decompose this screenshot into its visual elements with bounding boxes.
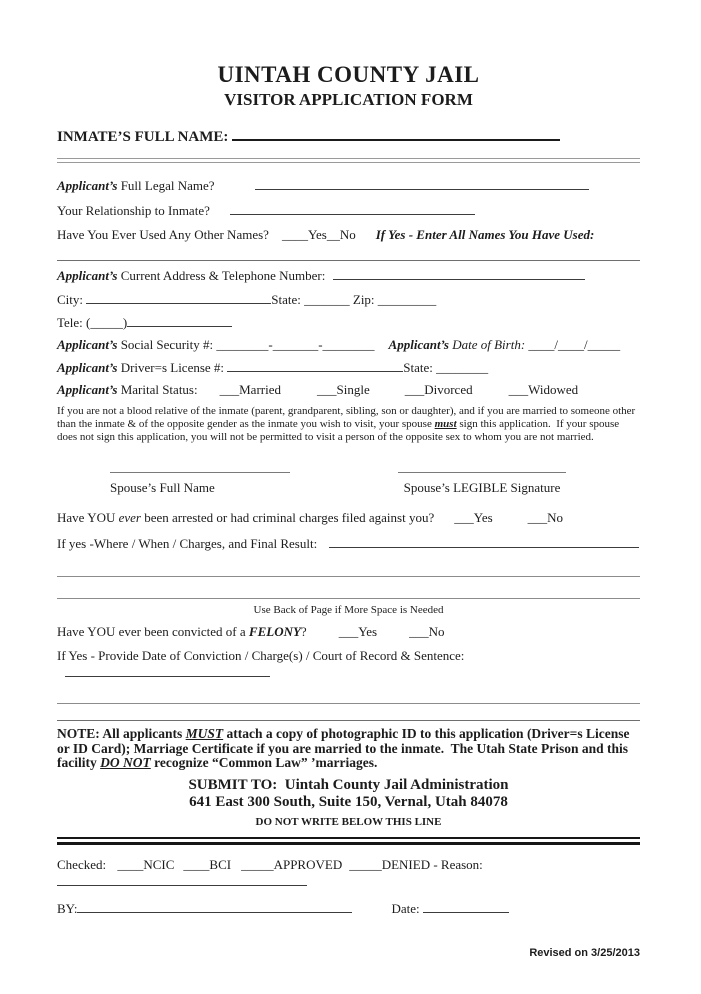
inmate-name-field[interactable] xyxy=(232,127,560,141)
tele-area-code-field[interactable]: (_____) xyxy=(86,315,128,330)
note-must: MUST xyxy=(185,726,224,741)
applicant-possessive: Applicant’s xyxy=(57,360,118,375)
arrest-details-row xyxy=(57,535,640,552)
tele-label: Tele: xyxy=(57,315,87,330)
felony-question-text: Have YOU ever been convicted of a xyxy=(57,624,249,639)
arrest-question-text: been arrested or had criminal charges filed against you? xyxy=(141,510,435,525)
page-subtitle: VISITOR APPLICATION FORM xyxy=(224,90,473,109)
tele-number-field[interactable] xyxy=(127,314,232,327)
city-label: City: xyxy=(57,292,87,307)
blank-writing-line-3[interactable] xyxy=(57,703,640,704)
license-row xyxy=(57,359,640,376)
visitor-application-form xyxy=(0,62,701,994)
felony-question-felony: FELONY xyxy=(248,624,301,639)
denied-reason-field[interactable] xyxy=(57,873,307,886)
felony-question-mark: ? xyxy=(300,624,307,639)
section-divider-2 xyxy=(57,720,640,721)
spouse-full-name-field[interactable] xyxy=(110,460,290,473)
felony-details-row xyxy=(57,648,640,681)
section-divider-1 xyxy=(57,260,640,261)
zip-label: Zip: xyxy=(349,292,378,307)
applicant-possessive: Applicant’s xyxy=(388,337,449,352)
felony-question-row xyxy=(57,624,640,640)
relationship-field[interactable] xyxy=(230,202,475,215)
checked-row xyxy=(57,857,640,890)
other-names-yes-no-field[interactable]: ____Yes__No xyxy=(281,227,356,242)
bci-field[interactable]: ____BCI xyxy=(183,856,232,872)
note-paragraph xyxy=(57,727,640,771)
full-legal-name-row xyxy=(57,177,640,194)
denied-field[interactable]: _____DENIED - Reason: xyxy=(349,856,487,872)
license-label: Driver=s License #: xyxy=(117,360,228,375)
ssn-dob-row xyxy=(57,337,640,353)
address-row xyxy=(57,267,640,284)
license-number-field[interactable] xyxy=(227,359,403,372)
arrest-yes-field[interactable]: ___Yes xyxy=(454,510,493,525)
checked-label: Checked: xyxy=(57,856,110,872)
felony-yes-field[interactable]: ___Yes xyxy=(338,624,378,639)
city-state-zip-row xyxy=(57,291,640,308)
relationship-row xyxy=(57,202,640,219)
license-state-field[interactable]: ________ xyxy=(436,360,489,375)
state-field[interactable]: _______ xyxy=(304,292,350,307)
zip-field[interactable]: _________ xyxy=(377,292,437,307)
do-not-write-warning: DO NOT WRITE BELOW THIS LINE xyxy=(255,815,442,828)
other-names-label: Have You Ever Used Any Other Names? xyxy=(57,227,269,242)
city-field[interactable] xyxy=(86,291,271,304)
arrest-details-field[interactable] xyxy=(329,535,639,548)
arrest-no-field[interactable]: ___No xyxy=(527,510,564,525)
revised-date: Revised on 3/25/2013 xyxy=(529,946,640,959)
spouse-notice-text: sign this application. If your spouse does not sign this application, you will not be permitted to visit a person of the opposite sex to whom you are not married. xyxy=(57,418,622,443)
dob-field[interactable]: ____/____/_____ xyxy=(528,337,621,352)
marital-single-field[interactable]: ___Single xyxy=(316,382,370,397)
spouse-signature-caption: Spouse’s LEGIBLE Signature xyxy=(403,480,561,495)
page-title: UINTAH COUNTY JAIL xyxy=(217,62,480,87)
spouse-notice-must: must xyxy=(434,418,457,430)
applicant-possessive: Applicant’s xyxy=(57,382,118,397)
by-date-row xyxy=(57,900,640,917)
ssn-label: Social Security #: xyxy=(117,337,217,352)
other-names-row xyxy=(57,227,640,243)
spouse-notice-paragraph xyxy=(57,405,640,444)
by-label: BY: xyxy=(57,900,78,916)
ssn-field[interactable]: ________-_______-________ xyxy=(216,337,375,352)
note-text: attach a copy of photographic ID to this application (Driver=s License or ID Card); Marriage Certificate if you are married to the inmate. The Utah State Prison and this facility xyxy=(57,726,633,770)
use-back-of-page-note: Use Back of Page if More Space is Needed xyxy=(253,604,444,616)
marital-widowed-field[interactable]: ___Widowed xyxy=(508,382,579,397)
applicant-possessive: Applicant’s xyxy=(57,178,118,193)
license-state-label: State: xyxy=(403,360,437,375)
by-field[interactable] xyxy=(77,900,352,913)
submit-to-line: SUBMIT TO: Uintah County Jail Administration xyxy=(188,776,509,793)
note-text: NOTE: All applicants xyxy=(57,726,186,741)
telephone-row xyxy=(57,314,640,331)
office-use-divider xyxy=(57,837,640,845)
other-names-if-yes-label: If Yes - Enter All Names You Have Used: xyxy=(375,227,595,242)
marital-divorced-field[interactable]: ___Divorced xyxy=(404,382,473,397)
full-legal-name-field[interactable] xyxy=(255,177,589,190)
blank-writing-line-1[interactable] xyxy=(57,576,640,577)
spouse-signature-captions xyxy=(57,480,640,496)
state-label: State: xyxy=(271,292,305,307)
inmate-name-row xyxy=(57,127,640,145)
felony-details-field[interactable] xyxy=(65,664,270,677)
relationship-label: Your Relationship to Inmate? xyxy=(57,203,210,218)
header-divider xyxy=(57,158,640,163)
arrest-details-label: If yes -Where / When / Charges, and Final Result: xyxy=(57,536,318,551)
note-do-not: DO NOT xyxy=(100,755,151,770)
blank-writing-line-2[interactable] xyxy=(57,598,640,599)
full-legal-name-label: Full Legal Name? xyxy=(117,178,215,193)
felony-details-label: If Yes - Provide Date of Conviction / Charge(s) / Court of Record & Sentence: xyxy=(57,648,465,663)
marital-married-field[interactable]: ___Married xyxy=(219,382,281,397)
arrest-question-text: Have YOU xyxy=(57,510,119,525)
applicant-possessive: Applicant’s xyxy=(57,268,118,283)
inmate-name-label: INMATE’S FULL NAME: xyxy=(57,129,233,145)
dob-label: Date of Birth: xyxy=(448,337,529,352)
marital-status-row xyxy=(57,382,640,398)
spouse-full-name-caption: Spouse’s Full Name xyxy=(110,480,215,495)
approved-field[interactable]: _____APPROVED xyxy=(241,856,343,872)
submit-address-line: 641 East 300 South, Suite 150, Vernal, Utah 84078 xyxy=(189,793,508,810)
arrest-question-ever: ever xyxy=(118,510,141,525)
arrest-question-row xyxy=(57,510,640,526)
spouse-signature-lines xyxy=(57,460,640,477)
note-text: recognize “Common Law” ’marriages. xyxy=(150,755,378,770)
marital-status-label: Marital Status: xyxy=(117,382,198,397)
ncic-field[interactable]: ____NCIC xyxy=(117,856,175,872)
date-label: Date: xyxy=(391,900,423,916)
address-field[interactable] xyxy=(333,267,585,280)
applicant-possessive: Applicant’s xyxy=(57,337,118,352)
spouse-signature-field[interactable] xyxy=(398,460,566,473)
felony-no-field[interactable]: ___No xyxy=(409,624,445,639)
spouse-notice-text: If you are not a blood relative of the inmate (parent, grandparent, sibling, son or daughter), and if you are married to someone other than the inmate & of the opposite gender as the inmate you wish to visit, your spouse xyxy=(57,405,638,430)
address-label: Current Address & Telephone Number: xyxy=(117,268,326,283)
date-field[interactable] xyxy=(423,900,509,913)
